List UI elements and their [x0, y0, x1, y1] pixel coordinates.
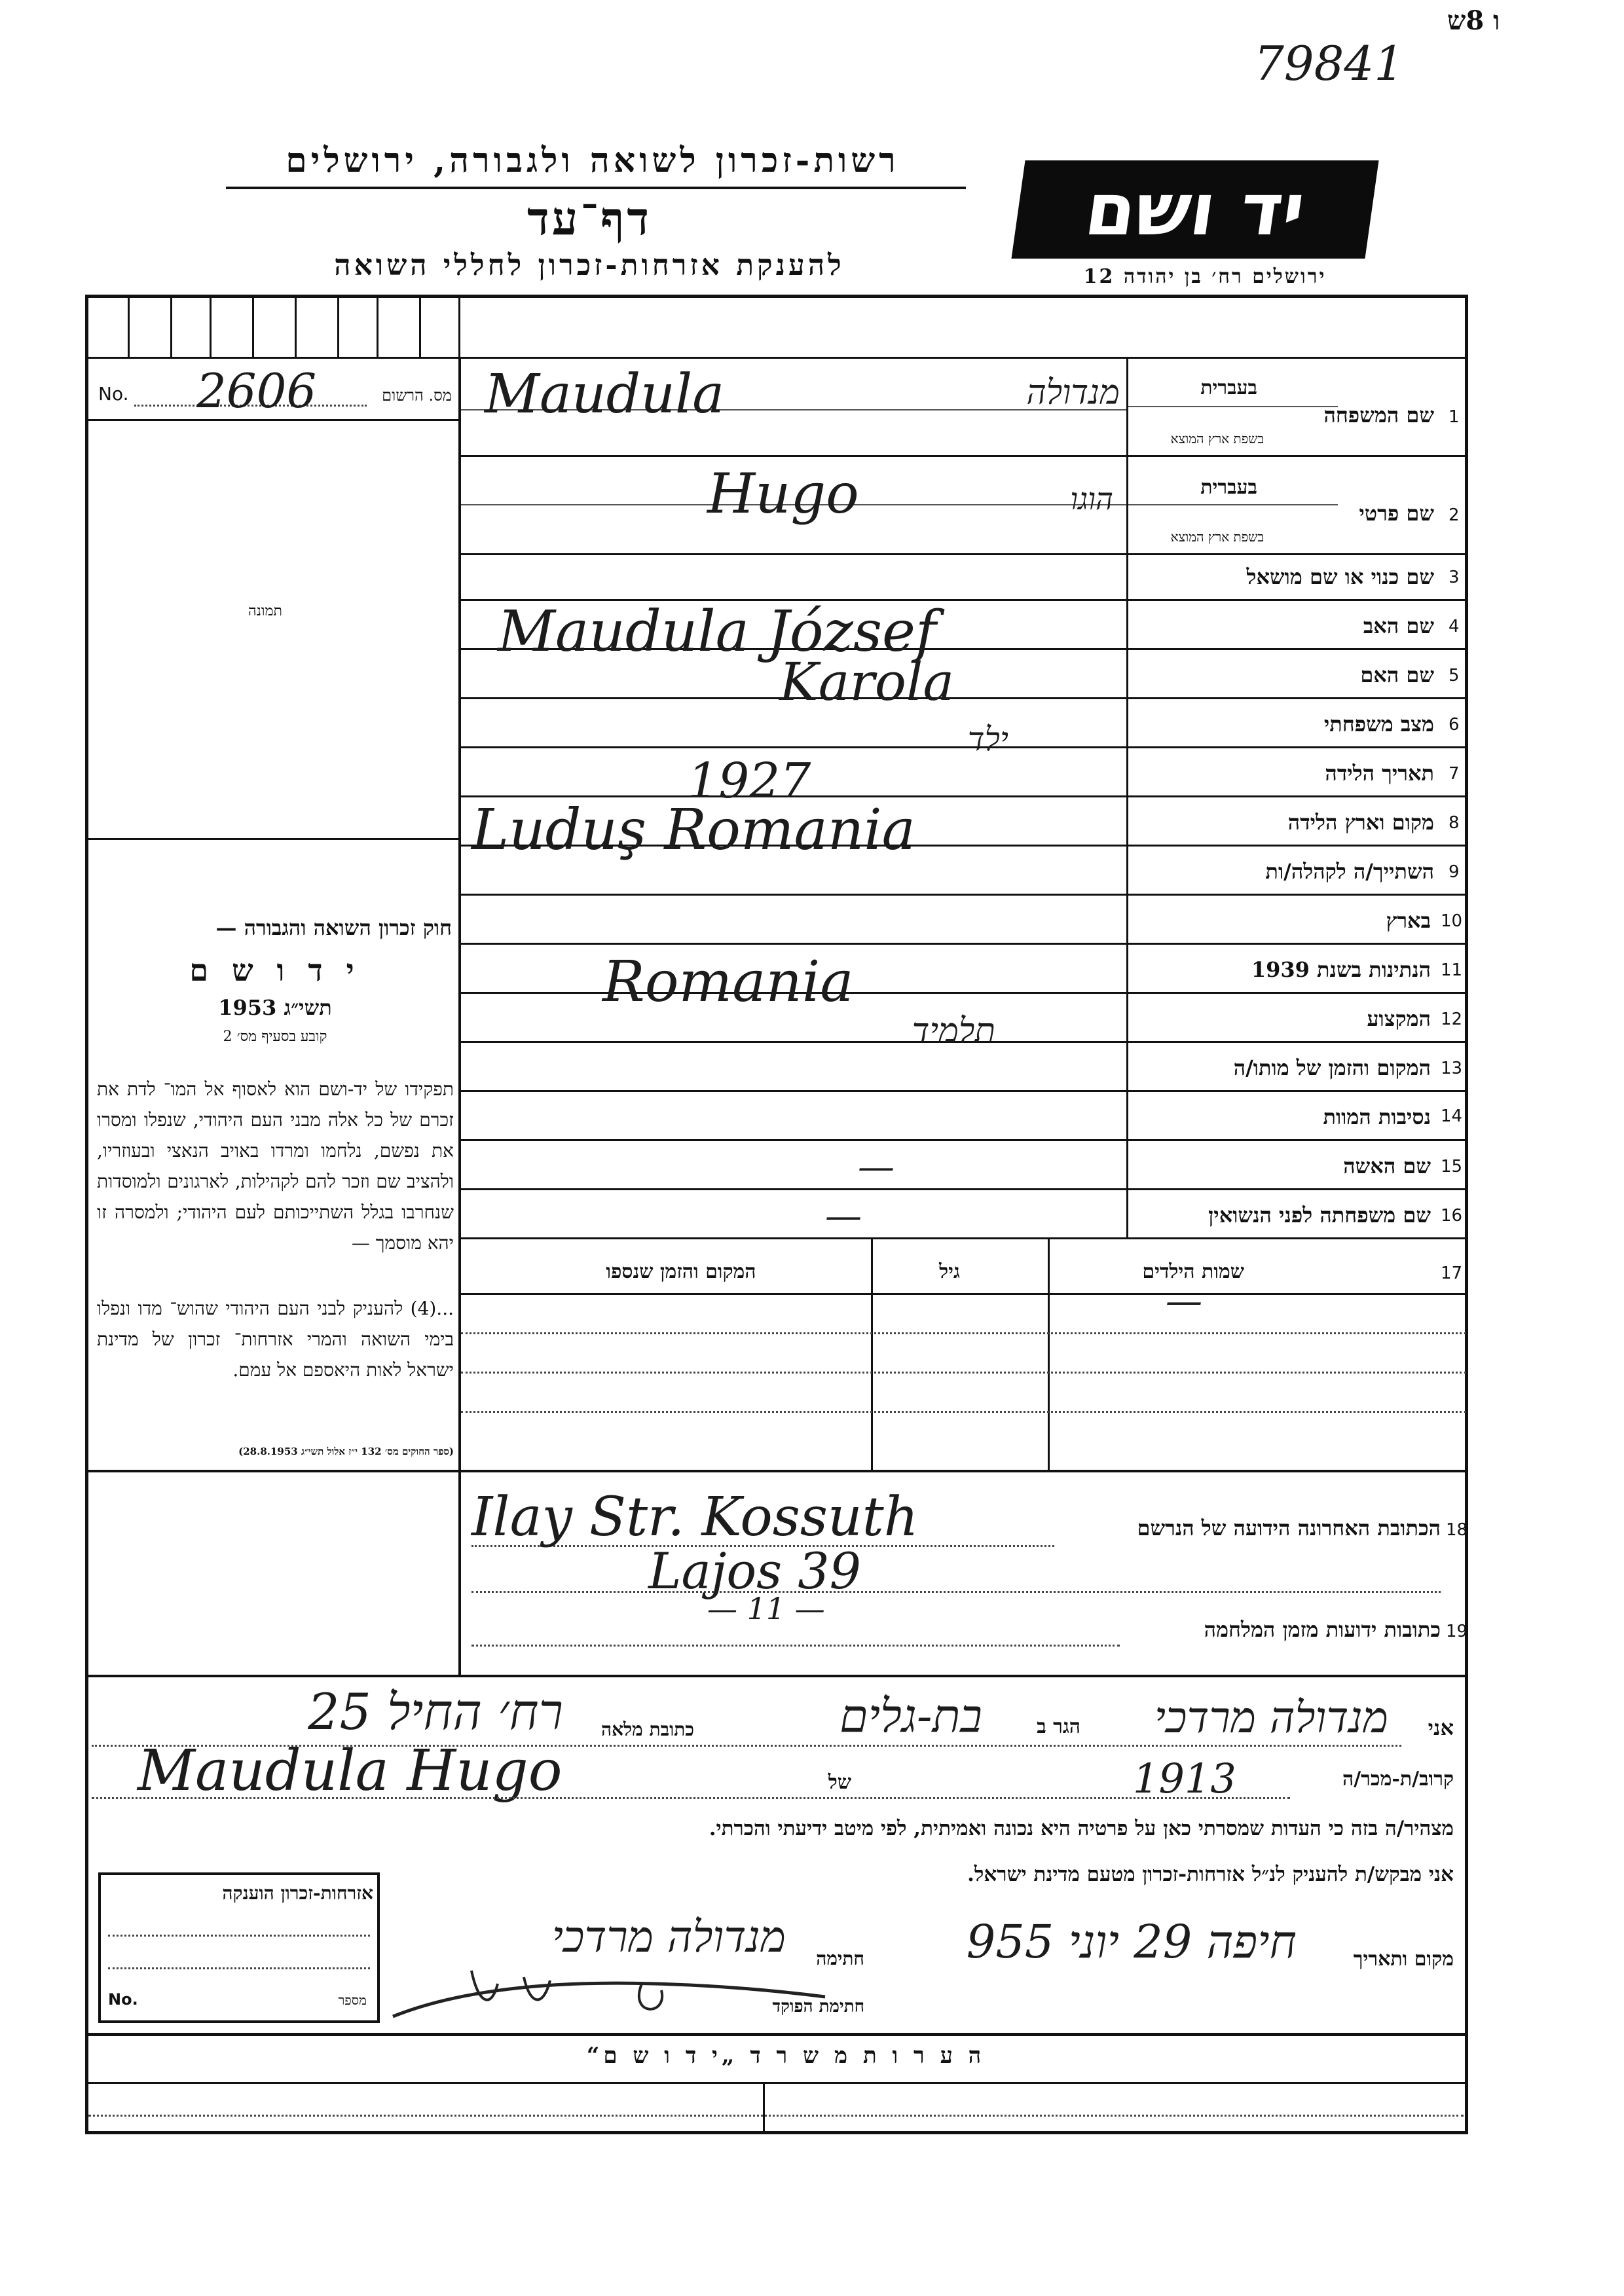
field-10-num: 10 — [1441, 911, 1463, 931]
row-rule-14 — [458, 1139, 1468, 1141]
row-rule-1 — [458, 455, 1468, 457]
field-2-value-hebrew: הוגו — [1070, 481, 1113, 517]
full-address-value: רח׳ החיל 25 — [308, 1683, 563, 1741]
remarks-row — [88, 2115, 1464, 2117]
field-1-sub-b: בשפת ארץ המוצא — [1170, 431, 1264, 446]
field-8-label: מקום וארץ הלידה — [1287, 810, 1434, 835]
granted-box-title: אזרחות-זכרון הוענקה — [222, 1882, 373, 1904]
remarks-col-divider — [763, 2082, 765, 2134]
row-rule-9 — [458, 894, 1468, 896]
field-16-num: 16 — [1441, 1206, 1463, 1226]
children-col-2 — [1048, 1237, 1050, 1470]
registration-number: 2606 — [196, 363, 317, 418]
official-signature-label: חתימת הפוקד — [772, 1997, 864, 2016]
of-value: Maudula Hugo — [138, 1738, 563, 1804]
field-1-value-hebrew: מנדולה — [1026, 373, 1120, 412]
field-5-value: Karola — [779, 651, 955, 712]
photo-label: תמונה — [248, 603, 282, 619]
field-18-value-3: — 11 — — [707, 1591, 825, 1626]
field-2-sub-b: בשפת ארץ המוצא — [1170, 529, 1264, 545]
field-4-num: 4 — [1449, 617, 1460, 636]
field-1-value: Maudula — [485, 363, 725, 426]
field-15-label: שם האשה — [1343, 1154, 1431, 1178]
granted-box-line-1 — [108, 1935, 370, 1937]
city-value: בת-גלים — [840, 1689, 982, 1743]
granted-number-label: מספר — [338, 1992, 367, 2008]
field-14-num: 14 — [1441, 1106, 1463, 1126]
law-year: תשי״ג 1953 — [218, 995, 332, 1020]
law-name: י ד ו ש ם — [189, 953, 361, 988]
field-12-num: 12 — [1441, 1010, 1463, 1029]
children-row-3 — [461, 1411, 1466, 1413]
field-18-label: הכתובת האחרונה הידועה של הנרשם — [1137, 1516, 1441, 1540]
field-5-num: 5 — [1449, 666, 1460, 685]
row-rule-2 — [458, 553, 1468, 555]
authority-underline — [226, 187, 966, 189]
law-text-1: תפקידו של יד-ושם הוא לאסוף אל המו־ לדת את זכרם של כל אלה מבני העם היהודי, שנפלו ומסרו את נפשם, נלחמו ומרדו באויב הנאצי ובעוזריו, ולהציב שם וזכר להם לקהילות, לארגונים ולמוסדות שנחרבו בגלל השתייכותם לעם היהודי; ולמסרה זו יהא מוסמך — — [97, 1078, 454, 1254]
no-label: No. — [98, 383, 129, 405]
remarks-top-rule — [85, 2033, 1468, 2036]
top-boxes — [88, 295, 462, 357]
field-4-value: Maudula József — [498, 599, 936, 665]
field-19-dotline — [471, 1645, 1120, 1647]
living-label: הגר ב — [1037, 1715, 1080, 1738]
declaration-dotline-2 — [92, 1797, 1290, 1799]
field-18-num: 18 — [1446, 1520, 1468, 1540]
office-remarks-title: ה ע ר ו ת מ ש ר ד „י ד ו ש ם“ — [586, 2043, 986, 2069]
corner-mark: ו 8ש — [1447, 5, 1500, 36]
field-14-label: נסיבות המוות — [1323, 1104, 1431, 1129]
field-3-label: שם כנוי או שם מושאל — [1246, 564, 1434, 589]
field-7-num: 7 — [1449, 764, 1460, 784]
field-9-label: השתייך/ה לקהלה/ות — [1265, 859, 1434, 884]
field-1-label: שם המשפחה — [1323, 403, 1434, 428]
row-rule-15 — [458, 1188, 1468, 1190]
field-16-label: שם משפחתה לפני הנשואין — [1208, 1203, 1431, 1228]
field-11-label: הנתינות בשנת 1939 — [1251, 957, 1431, 982]
field-7-label: תאריך הלידה — [1325, 761, 1434, 786]
declarant-name: מנדולה מרדכי — [1154, 1692, 1388, 1743]
field-8-value: Luduş Romania — [471, 797, 915, 863]
children-header-rule — [458, 1293, 1468, 1295]
row-rule-5 — [458, 697, 1468, 699]
field-11-value: Romania — [602, 949, 854, 1015]
field-6-num: 6 — [1449, 715, 1460, 735]
field-6-value: ילד — [967, 720, 1008, 758]
field-2-num: 2 — [1449, 505, 1460, 525]
children-header-place: המקום והזמן שנספו — [606, 1260, 756, 1283]
declaration-i-label: אני — [1428, 1715, 1454, 1740]
granted-box-line-2 — [108, 1967, 370, 1969]
field-12-value: תלמיד — [912, 1011, 995, 1051]
children-row-1 — [461, 1332, 1466, 1334]
law-text-2: ...(4) להעניק לבני העם היהודי שהוש־ מדו ונפלו בימי השואה והמרי אזרחות־ זכרון של מדינת ישראל לאות היאספם אל עמם. — [97, 1298, 454, 1381]
logo-text: יד ושם — [1080, 168, 1310, 251]
archive-number: 79841 — [1254, 36, 1405, 91]
left-panel-divider — [458, 357, 461, 1470]
field-12-label: המקצוע — [1367, 1006, 1431, 1031]
row-rule-16 — [458, 1237, 1468, 1239]
yad-vashem-logo — [1011, 160, 1378, 259]
full-address-label: כתובת מלאה — [600, 1719, 694, 1740]
registration-label: מס. הרשום — [382, 386, 452, 405]
relation-label: קרוב/ת-מכר/ה — [1342, 1768, 1454, 1791]
children-col-1 — [871, 1237, 873, 1470]
field-19-num: 19 — [1446, 1622, 1468, 1641]
field-2-label: שם פרטי — [1359, 501, 1434, 526]
relation-value: 1913 — [1133, 1755, 1236, 1802]
field-3-num: 3 — [1449, 568, 1460, 587]
form-subtitle: להענקת אזרחות-זכרון לחללי השואה — [334, 249, 845, 282]
law-citation: (ספר החוקים מס׳ 132 י״ז אלול תשי״ג 28.8.1953) — [238, 1446, 454, 1457]
field-7-value: 1927 — [688, 753, 811, 809]
field-1-sub-a: בעברית — [1200, 376, 1257, 399]
field-15-num: 15 — [1441, 1157, 1463, 1176]
form-title: דף־עד — [526, 191, 652, 246]
field-8-num: 8 — [1449, 813, 1460, 833]
declaration-top-rule — [85, 1675, 1468, 1677]
of-label: של — [828, 1771, 851, 1794]
field-19-label: כתובות ידועות מזמן המלחמה — [1204, 1617, 1441, 1642]
field-18-value-1: Ilay Str. Kossuth — [471, 1486, 919, 1548]
field-11-num: 11 — [1441, 960, 1463, 980]
law-section: קובע בסעיף מס׳ 2 — [223, 1029, 327, 1045]
field-13-num: 13 — [1441, 1059, 1463, 1078]
field-6-label: מצב משפחתי — [1323, 712, 1434, 737]
field-1-num: 1 — [1449, 407, 1460, 427]
top-boxes-bottom — [85, 357, 1468, 359]
statement-2: אני מבקש/ת להעניק לנ״ל אזרחות-זכרון מטעם מדינת ישראל. — [967, 1863, 1454, 1886]
children-first-value: — — [1166, 1280, 1202, 1322]
granted-no-label: No. — [108, 1990, 138, 2009]
row-rule-13 — [458, 1090, 1468, 1092]
place-date-value: חיפה 29 יוני 955 — [966, 1915, 1297, 1969]
field-15-value: — — [858, 1146, 895, 1188]
field-4-label: שם האב — [1363, 613, 1434, 638]
field-13-label: המקום והזמן של מותו/ה — [1233, 1055, 1431, 1080]
remarks-header-rule — [85, 2082, 1468, 2084]
field-9-num: 9 — [1449, 862, 1460, 882]
field-18-dotline-2 — [471, 1591, 1441, 1593]
children-row-2 — [461, 1372, 1466, 1374]
photo-box-bottom — [88, 838, 458, 840]
field-5-label: שם האם — [1360, 663, 1434, 687]
field-16-value: — — [825, 1195, 862, 1237]
signature-label: חתימה — [816, 1948, 864, 1969]
field-18-value-2: Lajos 39 — [648, 1542, 861, 1600]
logo-address: ירושלים רח׳ בן יהודה 12 — [1083, 265, 1327, 288]
children-header-names: שמות הילדים — [1142, 1260, 1244, 1283]
left-panel-top-rule — [88, 419, 458, 421]
row-rule-10 — [458, 943, 1468, 945]
statement-1: מצהיר/ה בזה כי העדות שמסרתי כאן על פרטיה היא נכונה ואמיתית, לפי מיטב ידיעתי והכרתי. — [709, 1817, 1454, 1840]
section-18-left-rule — [458, 1472, 461, 1675]
law-title: חוק זכרון השואה והגבורה — — [215, 915, 452, 940]
official-signature-scribble — [380, 1944, 838, 2030]
field-10-label: בארץ — [1386, 908, 1431, 933]
signature-value: מנדולה מרדכי — [551, 1912, 786, 1962]
place-date-label: מקום ותאריך — [1353, 1948, 1454, 1971]
field-17-num: 17 — [1441, 1264, 1463, 1283]
field-2-sub-a: בעברית — [1200, 476, 1257, 499]
authority-title: רשות-זכרון לשואה ולגבורה, ירושלים — [286, 141, 900, 181]
children-bottom-rule — [85, 1470, 1468, 1472]
field-2-value: Hugo — [707, 462, 859, 526]
children-header-age: גיל — [939, 1260, 960, 1283]
